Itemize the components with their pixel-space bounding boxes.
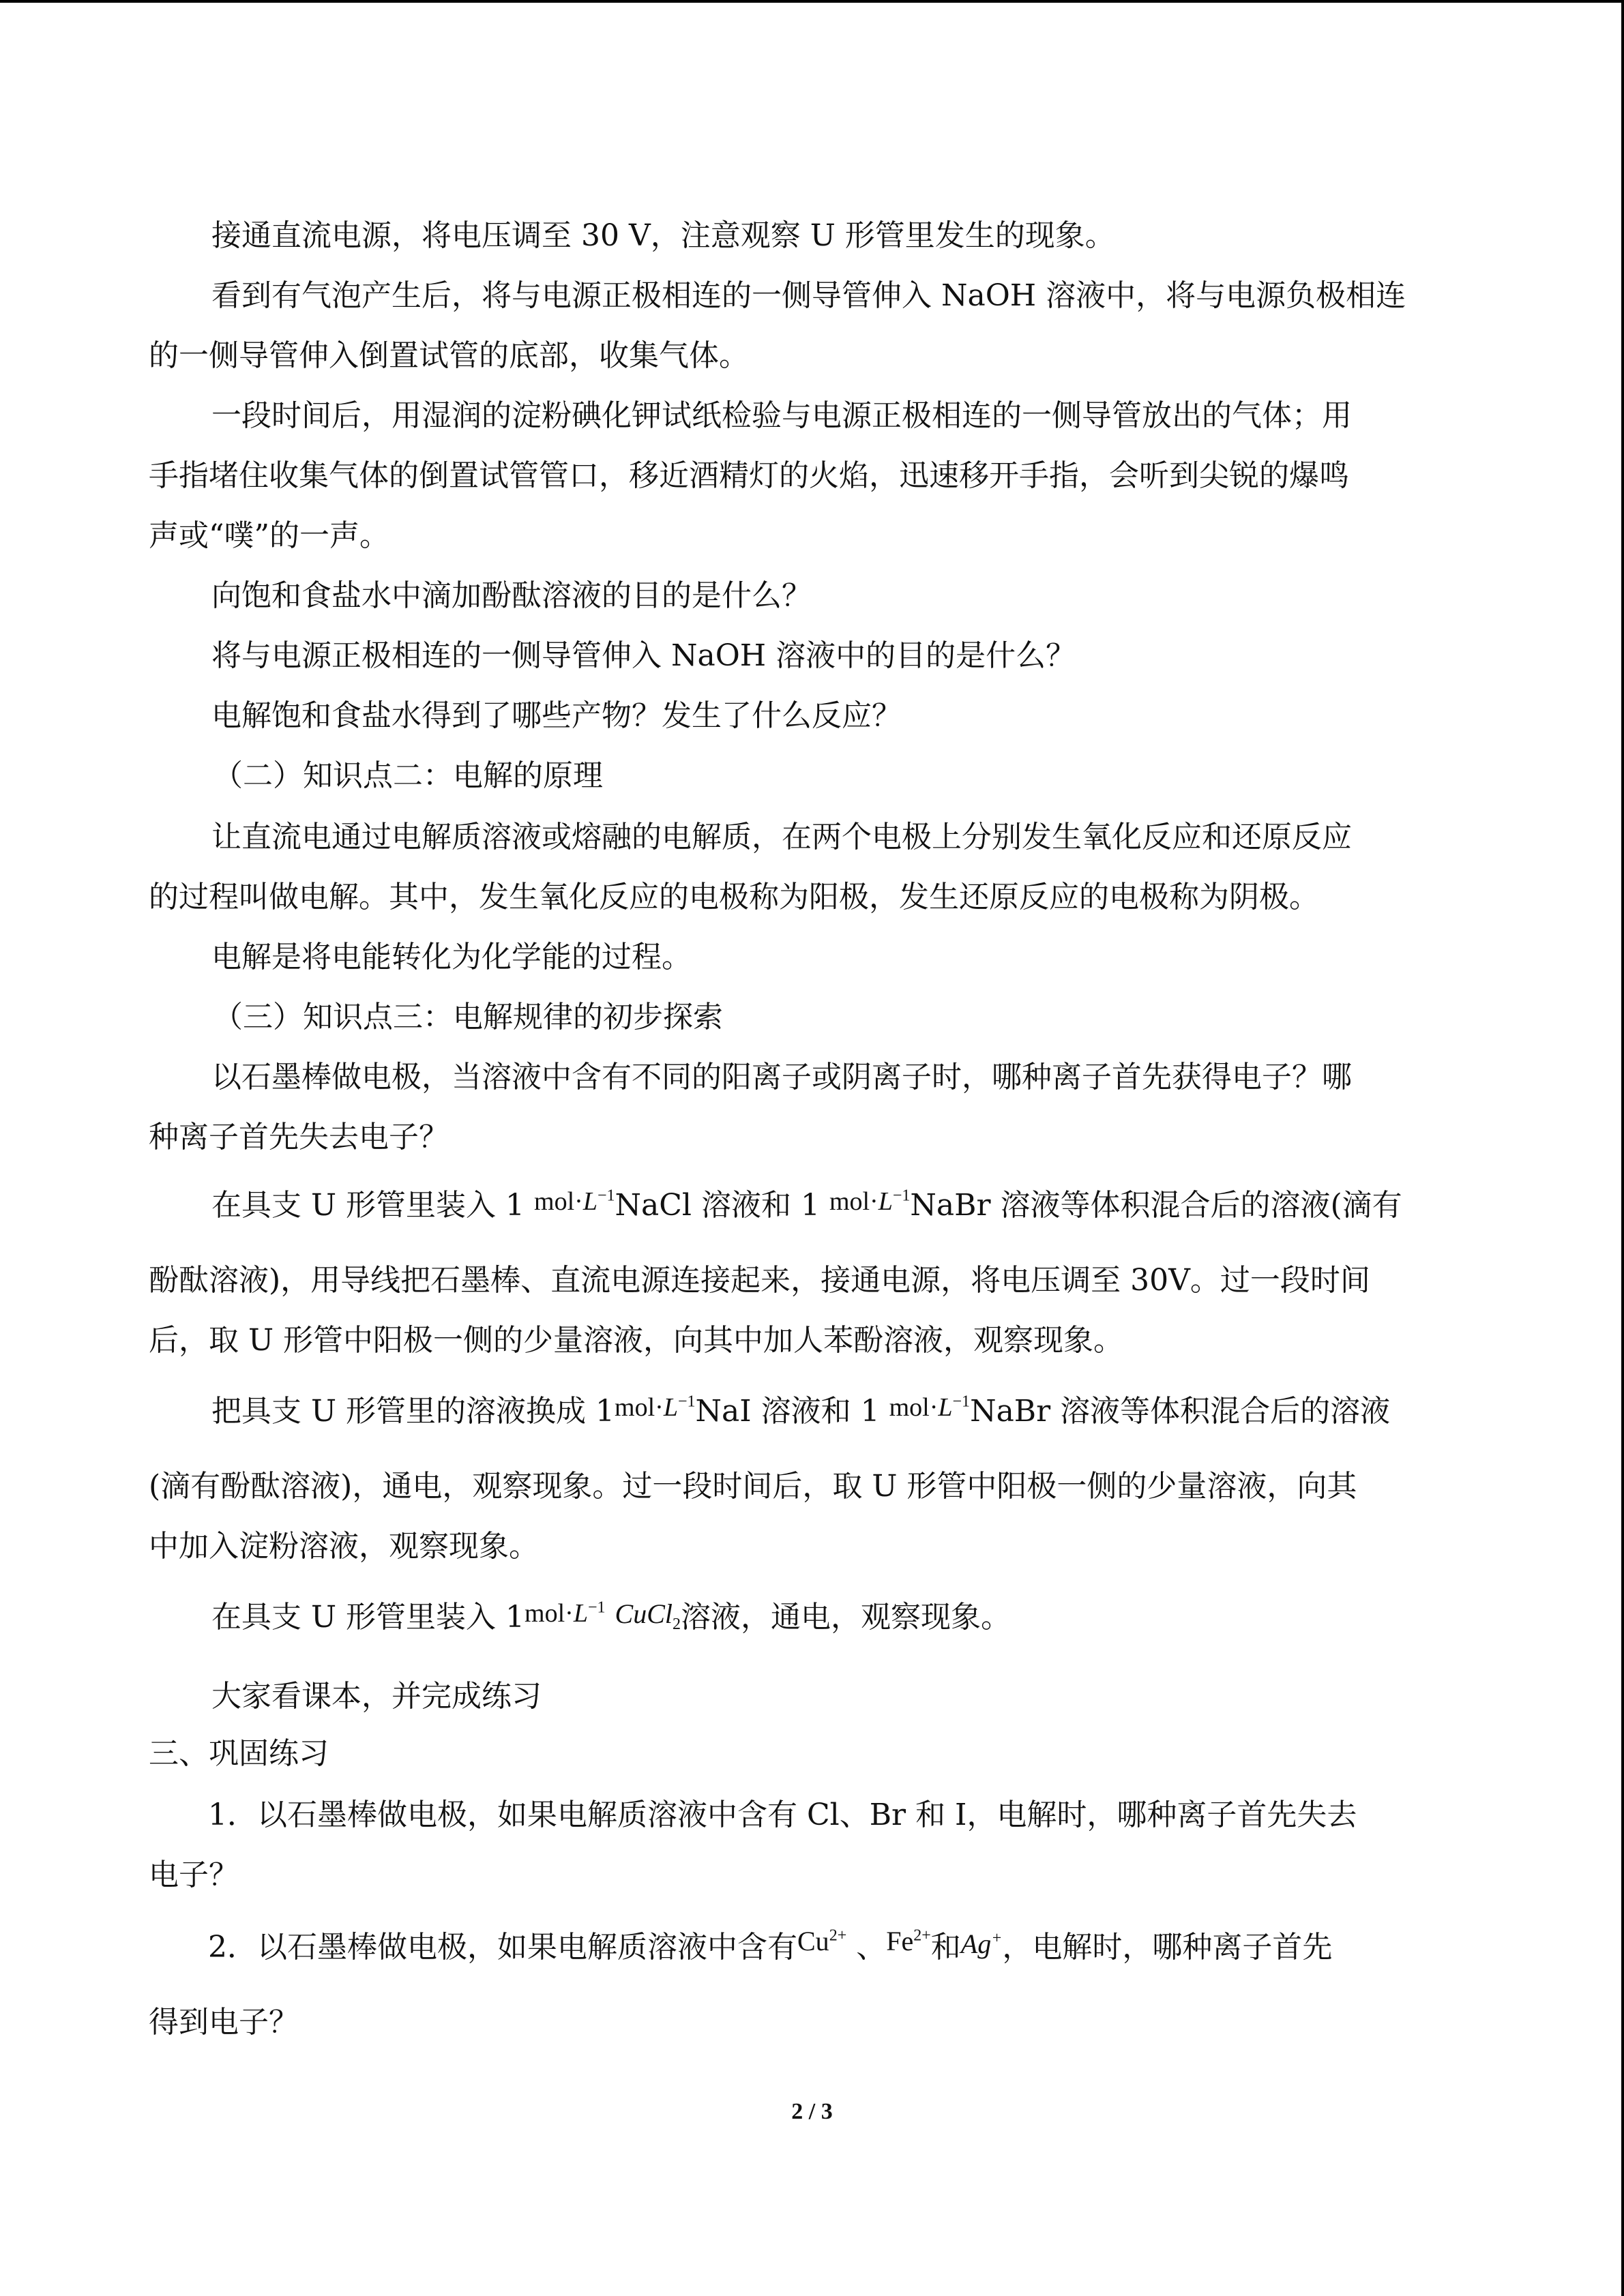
- unit-mol: mol·: [615, 1393, 664, 1422]
- paragraph-line: 中加入淀粉溶液，观察现象。: [149, 1529, 539, 1564]
- text-segment: 溶液，通电，观察现象。: [681, 1600, 1011, 1635]
- ag-charge: +: [991, 1929, 1003, 1948]
- paragraph-line: 种离子首先失去电子？: [149, 1120, 449, 1154]
- paragraph-line: 接通直流电源，将电压调至 30 V，注意观察 U 形管里发生的现象。: [211, 218, 1115, 253]
- concentration-unit: [534, 1187, 615, 1216]
- fe-ion: [886, 1926, 931, 1956]
- paragraph-line-with-formula: [211, 1597, 1011, 1638]
- cucl2-formula: [615, 1598, 681, 1633]
- section-heading: （二）知识点二：电解的原理: [213, 758, 603, 793]
- exercise-line-with-formula: [208, 1927, 1332, 1968]
- paragraph-line: 手指堵住收集气体的倒置试管管口，移近酒精灯的火焰，迅速移开手指，会听到尖锐的爆鸣: [149, 458, 1349, 493]
- paragraph-line: 后，取 U 形管中阳极一侧的少量溶液，向其中加人苯酚溶液，观察现象。: [149, 1323, 1124, 1358]
- page-border-right: [1621, 0, 1624, 2296]
- text-segment: 和: [930, 1930, 961, 1965]
- paragraph-line: 大家看课本，并完成练习: [211, 1679, 542, 1714]
- page-border-top: [0, 0, 1624, 3]
- page-number: 2 / 3: [791, 2099, 833, 2124]
- paragraph-line: 酚酞溶液)，用导线把石墨棒、直流电源连接起来，接通电源，将电压调至 30V。过一段时间: [149, 1263, 1370, 1298]
- unit-l: L: [582, 1187, 597, 1216]
- paragraph-line: 让直流电通过电解质溶液或熔融的电解质，在两个电极上分别发生氧化反应和还原反应: [211, 820, 1352, 854]
- ag-ion: [961, 1928, 1003, 1959]
- paragraph-line: 一段时间后，用湿润的淀粉碘化钾试纸检验与电源正极相连的一侧导管放出的气体；用: [211, 398, 1352, 433]
- paragraph-line-with-formula: [211, 1391, 1390, 1432]
- unit-mol: mol·: [829, 1187, 879, 1216]
- unit-l: L: [938, 1393, 953, 1422]
- unit-exponent: −1: [597, 1187, 615, 1205]
- paragraph-line: 的过程叫做电解。其中，发生氧化反应的电极称为阳极，发生还原反应的电极称为阴极。: [149, 880, 1319, 914]
- exercise-line: 电子？: [149, 1858, 239, 1892]
- unit-l: L: [573, 1599, 588, 1628]
- concentration-unit: [829, 1187, 910, 1216]
- text-segment: 在具支 U 形管里装入 1: [211, 1600, 525, 1635]
- cucl-subscript: 2: [673, 1615, 681, 1633]
- cu-ion: [797, 1926, 846, 1956]
- exercise-line: 1．以石墨棒做电极，如果电解质溶液中含有 Cl、Br 和 I，电解时，哪种离子首先失去: [208, 1798, 1357, 1832]
- text-segment: NaBr 溶液等体积混合后的溶液: [970, 1394, 1391, 1429]
- paragraph-line: 以石墨棒做电极，当溶液中含有不同的阳离子或阴离子时，哪种离子首先获得电子？哪: [211, 1060, 1352, 1094]
- unit-l: L: [878, 1187, 893, 1216]
- text-segment: 把具支 U 形管里的溶液换成 1: [211, 1394, 615, 1429]
- paragraph-line: 看到有气泡产生后，将与电源正极相连的一侧导管伸入 NaOH 溶液中，将与电源负极相连: [211, 278, 1406, 313]
- paragraph-line: 声或“噗”的一声。: [149, 518, 389, 553]
- text-segment: NaI 溶液和 1: [695, 1394, 889, 1429]
- section-heading: 三、巩固练习: [149, 1736, 329, 1771]
- section-heading: （三）知识点三：电解规律的初步探索: [213, 1000, 723, 1034]
- text-segment: NaCl 溶液和 1: [615, 1188, 829, 1223]
- fe-charge: 2+: [913, 1926, 931, 1945]
- text-segment: 在具支 U 形管里装入 1: [211, 1188, 535, 1223]
- question-line: 向饱和食盐水中滴加酚酞溶液的目的是什么？: [211, 578, 812, 613]
- cucl-symbol: CuCl: [615, 1598, 673, 1629]
- fe-symbol: Fe: [886, 1926, 914, 1956]
- question-line: 电解饱和食盐水得到了哪些产物？发生了什么反应？: [211, 698, 902, 733]
- unit-mol: mol·: [534, 1187, 583, 1216]
- ag-symbol: Ag: [960, 1928, 992, 1959]
- text-segment: NaBr 溶液等体积混合后的溶液(滴有: [910, 1188, 1402, 1223]
- paragraph-line: (滴有酚酞溶液)，通电，观察现象。过一段时间后，取 U 形管中阳极一侧的少量溶液，向其: [149, 1469, 1357, 1504]
- paragraph-line: 电解是将电能转化为化学能的过程。: [211, 940, 692, 974]
- concentration-unit: [525, 1599, 605, 1628]
- unit-exponent: −1: [952, 1392, 971, 1411]
- unit-exponent: −1: [892, 1187, 911, 1205]
- paragraph-line: 的一侧导管伸入倒置试管的底部，收集气体。: [149, 338, 749, 373]
- text-segment: ，电解时，哪种离子首先: [1002, 1930, 1333, 1965]
- unit-mol: mol·: [525, 1599, 574, 1628]
- text-segment: 2．以石墨棒做电极，如果电解质溶液中含有: [208, 1930, 797, 1965]
- unit-l: L: [663, 1393, 678, 1422]
- unit-exponent: −1: [587, 1598, 606, 1617]
- exercise-line: 得到电子？: [149, 2005, 299, 2040]
- question-line: 将与电源正极相连的一侧导管伸入 NaOH 溶液中的目的是什么？: [211, 638, 1076, 673]
- concentration-unit: [615, 1393, 695, 1422]
- unit-mol: mol·: [889, 1393, 939, 1422]
- cu-symbol: Cu: [797, 1926, 829, 1956]
- paragraph-line-with-formula: [211, 1185, 1402, 1226]
- cu-charge: 2+: [829, 1926, 847, 1945]
- unit-exponent: −1: [677, 1392, 696, 1411]
- concentration-unit: [889, 1393, 970, 1422]
- text-segment: 、: [846, 1930, 887, 1965]
